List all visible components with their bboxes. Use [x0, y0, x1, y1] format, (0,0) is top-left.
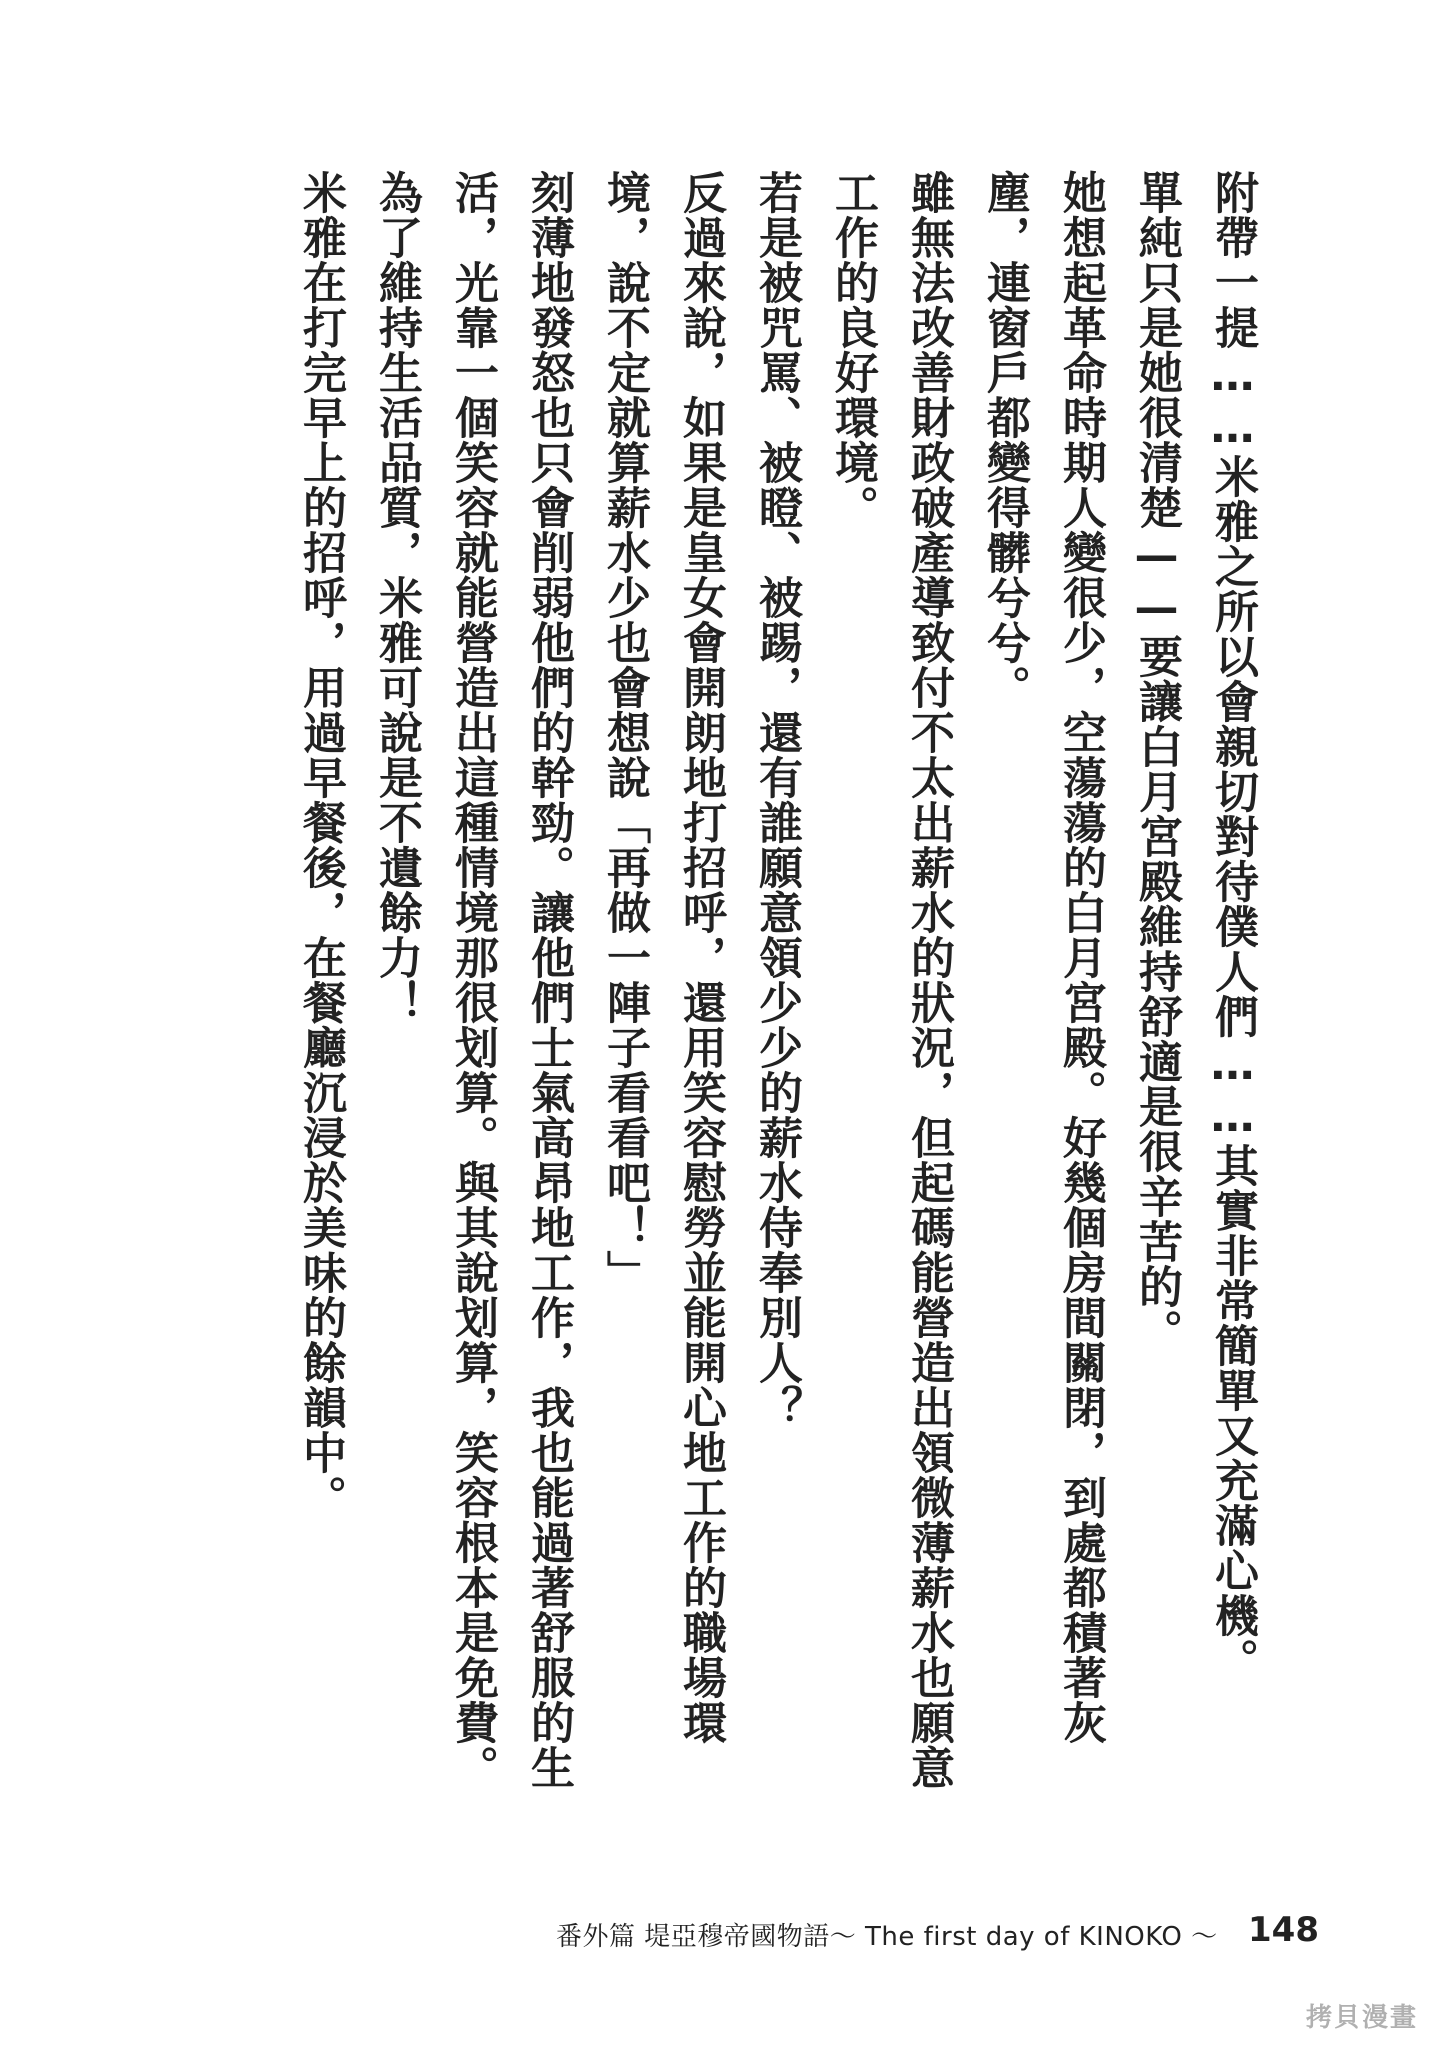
- page-footer: [556, 1910, 1319, 1956]
- paragraph-7: 刻薄地發怒也只會削弱他們的幹勁。讓他們士氣高昂地工作，我也能過著舒服的生活，光靠一個笑容就能營造出這種情境那很划算。與其說划算，笑容根本是免費。: [447, 170, 574, 1790]
- paragraph-4: 雖無法改善財政破產導致付不太出薪水的狀況，但起碼能營造出領微薄薪水也願意工作的良好環境。: [827, 170, 954, 1790]
- paragraph-2: 單純只是她很清楚——要讓白月宮殿維持舒適是很辛苦的。: [1131, 170, 1182, 1354]
- watermark: 拷貝漫畫: [1305, 2003, 1418, 2033]
- paragraph-8: 為了維持生活品質，米雅可說是不遺餘力！: [371, 170, 422, 1025]
- running-title: 番外篇 堤亞穆帝國物語～ The first day of KINOKO ～: [556, 1922, 1218, 1952]
- paragraph-5: 若是被咒罵、被瞪、被踢，還有誰願意領少少的薪水侍奉別人？: [751, 170, 802, 1430]
- paragraph-1: 附帶一提……米雅之所以會親切對待僕人們……其實非常簡單又充滿心機。: [1207, 170, 1258, 1683]
- paragraph-9: 米雅在打完早上的招呼，用過早餐後，在餐廳沉浸於美味的餘韻中。: [295, 170, 346, 1520]
- paragraph-6: 反過來說，如果是皇女會開朗地打招呼，還用笑容慰勞並能開心地工作的職場環境，說不定就算薪水少也會想說「再做一陣子看看吧！」: [599, 170, 726, 1745]
- body-text: [140, 170, 1270, 1810]
- paragraph-3: 她想起革命時期人變很少，空蕩蕩的白月宮殿。好幾個房間關閉，到處都積著灰塵，連窗戶都變得髒兮兮。: [979, 170, 1106, 1745]
- page-number: 148: [1248, 1910, 1319, 1950]
